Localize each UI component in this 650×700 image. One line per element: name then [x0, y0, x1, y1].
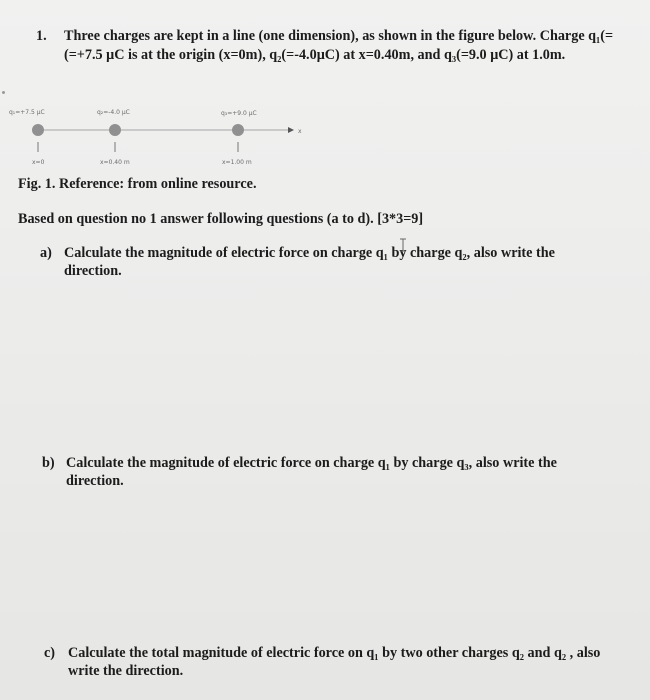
q3-label: q₃=+9.0 μC	[221, 110, 257, 117]
charge-q3	[232, 124, 244, 136]
charges-diagram	[0, 104, 320, 174]
charge-q1	[32, 124, 44, 136]
charges-figure	[0, 104, 320, 174]
q1-label: q₁=+7.5 μC	[9, 109, 45, 116]
part-a	[40, 244, 600, 280]
question-number: 1.	[36, 28, 47, 44]
part-a-label: a)	[40, 245, 52, 261]
axis-arrow-icon	[288, 127, 294, 133]
part-b	[42, 454, 602, 490]
part-b-label: b)	[42, 455, 55, 471]
part-c-text: Calculate the total magnitude of electric force on q₁ by two other charges q₂ and q₂ , also write the direction.	[68, 645, 601, 679]
part-b-text: Calculate the magnitude of electric force on charge q₁ by charge q₃, also write the direction.	[66, 455, 557, 489]
x0-label: x=0	[32, 159, 45, 166]
part-c-label: c)	[44, 645, 56, 661]
stray-mark	[2, 91, 5, 94]
figure-caption: Fig. 1. Reference: from online resource.	[18, 176, 257, 192]
instruction-text: Based on question no 1 answer following questions (a to d). [3*3=9]	[18, 211, 424, 227]
x040-label: x=0.40 m	[100, 159, 130, 166]
part-a-text: Calculate the magnitude of electric force on charge q₁ by charge q₂, also write the direction.	[64, 245, 555, 279]
text-cursor-icon	[399, 238, 407, 252]
question-text: Three charges are kept in a line (one dimension), as shown in the figure below. Charge q₁(= (=+7.5 μC is at the origin (x=0m), q₂(=-4.0μC) at x=0.40m, and q₃(=9.0 μC) at 1.0m.	[64, 28, 614, 63]
axis-label: x	[298, 128, 302, 135]
x100-label: x=1.00 m	[222, 159, 252, 166]
part-c	[44, 644, 604, 680]
charge-q2	[109, 124, 121, 136]
q2-label: q₂=-4.0 μC	[97, 109, 130, 116]
question-1	[36, 27, 636, 65]
